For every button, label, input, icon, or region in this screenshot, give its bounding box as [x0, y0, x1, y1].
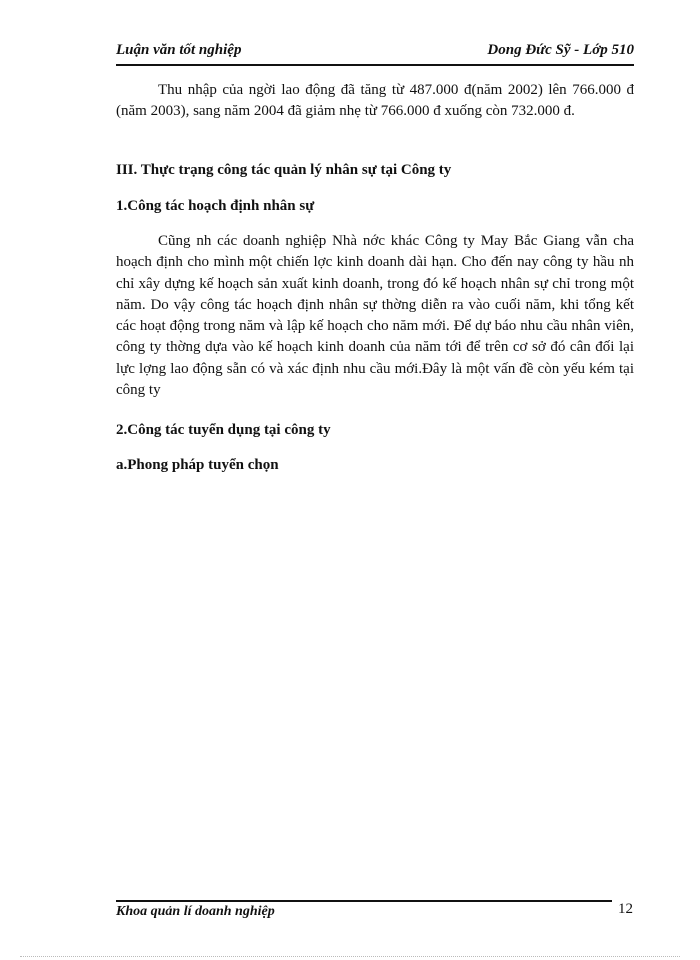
header-author-class: Dong Đức Sỹ - Lớp 510 — [487, 42, 634, 58]
section-heading-3: III. Thực trạng công tác quản lý nhân sự tại Công ty — [116, 162, 452, 178]
page-header — [116, 40, 634, 66]
subsection-heading-1: 1.Công tác hoạch định nhân sự — [116, 198, 315, 214]
paragraph-income: Thu nhập của ngời lao động đã tăng từ 487.000 đ(năm 2002) lên 766.000 đ (năm 2003), sang năm 2004 đã giảm nhẹ từ 766.000 đ xuống còn 732.000 đ. — [116, 82, 634, 120]
subsection-heading-2: 2.Công tác tuyển dụng tại công ty — [116, 422, 331, 438]
paragraph-planning: Cũng nh các doanh nghiệp Nhà nớc khác Công ty May Bắc Giang vẫn cha hoạch định cho mình một chiến lợc kinh doanh dài hạn. Cho đến nay công ty hầu nh chỉ xây dựng kế hoạch sản xuất kinh doanh, trong đó kế hoạch nhân sự chỉ trong một năm. Do vậy công tác hoạch định nhân sự thờng diễn ra vào cuối năm, khi tổng kết các hoạt động trong năm và lập kế hoạch cho năm mới. Để dự báo nhu cầu nhân viên, công ty thờng dựa vào kế hoạch kinh doanh của năm tới để trên cơ sở đó cân đối lại lực lợng lao động sẵn có và xác định nhu cầu mới.Đây là một vấn đề còn yếu kém tại công ty — [116, 233, 634, 399]
footer-divider — [116, 900, 612, 902]
subsection-heading-2a: a.Phong pháp tuyển chọn — [116, 457, 279, 473]
header-thesis-label: Luận văn tốt nghiệp — [116, 42, 242, 58]
page-bottom-border — [20, 956, 680, 957]
footer-faculty: Khoa quản lí doanh nghiệp — [116, 904, 275, 919]
page-number: 12 — [618, 901, 633, 917]
